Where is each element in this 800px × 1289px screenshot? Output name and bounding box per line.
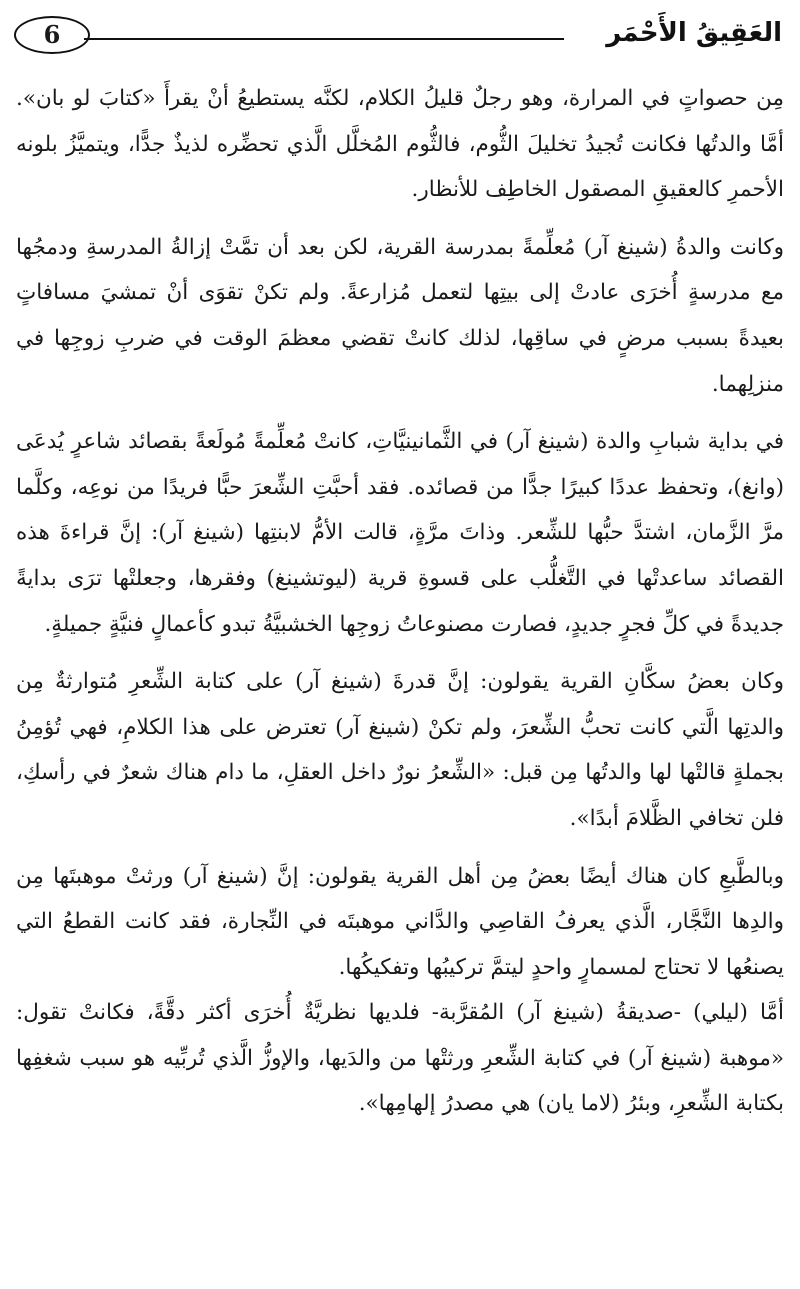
page-number: 6: [14, 16, 90, 54]
paragraph-1: مِن حصواتٍ في المرارة، وهو رجلٌ قليلُ الكلام، لكنَّه يستطيعُ أنْ يقرأَ «كتابَ لو بان». أمَّا والدتُها فكانت تُجيدُ تخليلَ الثُّوم، فالثُّوم المُخلَّل الَّذي تحضِّره لذيذٌ جدًّا، ويتميَّزُ بلونه الأحمرِ كالعقيقِ المصقول الخاطِف للأنظار.: [16, 86, 785, 203]
page-header: [14, 12, 782, 62]
paragraph-3: في بداية شبابِ والدة (شينغ آر) في الثَّمانينيَّاتِ، كانتْ مُعلِّمةً مُولَعةً بقصائد شاعرٍ يُدعَى (وانغ)، وتحفظ عددًا كبيرًا جدًّا من قصائده. فقد أحبَّتِ الشِّعرَ حبًّا فريدًا من نوعِه، وكلَّما مرَّ الزَّمان، اشتدَّ حبُّها للشِّعر. وذاتَ مرَّةٍ، قالت الأمُّ لابنتِها (شينغ آر): إنَّ قراءةَ هذه القصائد ساعدتْها في التَّغلُّب على قسوةِ قرية (ليوتشينغ) وفقرها، وجعلتْها ترَى بدايةً جديدةً في كلِّ فجرٍ جديدٍ، فصارت مصنوعاتُ زوجِها الخشبيَّةُ تبدو كأعمالٍ فنيَّةٍ جميلةٍ.: [16, 429, 784, 637]
header-rule: [84, 38, 564, 40]
paragraph-4: وكان بعضُ سكَّانِ القرية يقولون: إنَّ قدرةَ (شينغ آر) على كتابة الشِّعرِ مُتوارثةٌ مِن والدتِها الَّتي كانت تحبُّ الشِّعرَ، ولم تكنْ (شينغ آر) تعترض على هذا الكلامِ، فهي تُؤمِنُ بجملةٍ قالتْها لها والدتُها مِن قبل: «الشِّعرُ نورٌ داخل العقلِ، ما دام هناك شعرٌ في رأسكِ، فلن تخافي الظَّلامَ أبدًا».: [16, 669, 784, 831]
paragraph-2: وكانت والدةُ (شينغ آر) مُعلِّمةً بمدرسة القرية، لكن بعد أن تمَّتْ إزالةُ المدرسةِ ودمجُها مع مدرسةٍ أُخرَى عادتْ إلى بيتِها لتعمل مُزارعةً. ولم تكنْ تقوَى أنْ تمشيَ مسافاتٍ بعيدةً بسبب مرضٍ في ساقِها، لذلك كانتْ تقضي معظمَ الوقت في ضربِ زوجِها في منزلِهما.: [16, 234, 784, 397]
body-text: [16, 76, 784, 1127]
paragraph-5: وبالطَّبعِ كان هناك أيضًا بعضُ مِن أهل القرية يقولون: إنَّ (شينغ آر) ورثتْ موهبتَها مِن والدِها النَّجَّار، الَّذي يعرفُ القاصِي والدَّاني موهبتَه في النِّجارة، فقد كانت القطعُ التي يصنعُها لا تحتاج لمسمارٍ واحدٍ ليتمَّ تركيبُها وتفكيكُها.: [16, 863, 784, 980]
running-title: العَقِيقُ الأَحْمَر: [606, 18, 782, 48]
paragraph-6: أمَّا (ليلي) -صديقةُ (شينغ آر) المُقرَّبة- فلديها نظريَّةٌ أُخرَى أكثر دقَّةً، فكانتْ تقول: «موهبة (شينغ آر) في كتابة الشِّعرِ ورثتْها من والدَيها، والإوزُّ الَّذي تُربِّيه هو سبب شغفِها بكتابة الشِّعرِ، وبئرُ (لاما يان) هي مصدرُ إلهامِها».: [16, 1000, 784, 1117]
